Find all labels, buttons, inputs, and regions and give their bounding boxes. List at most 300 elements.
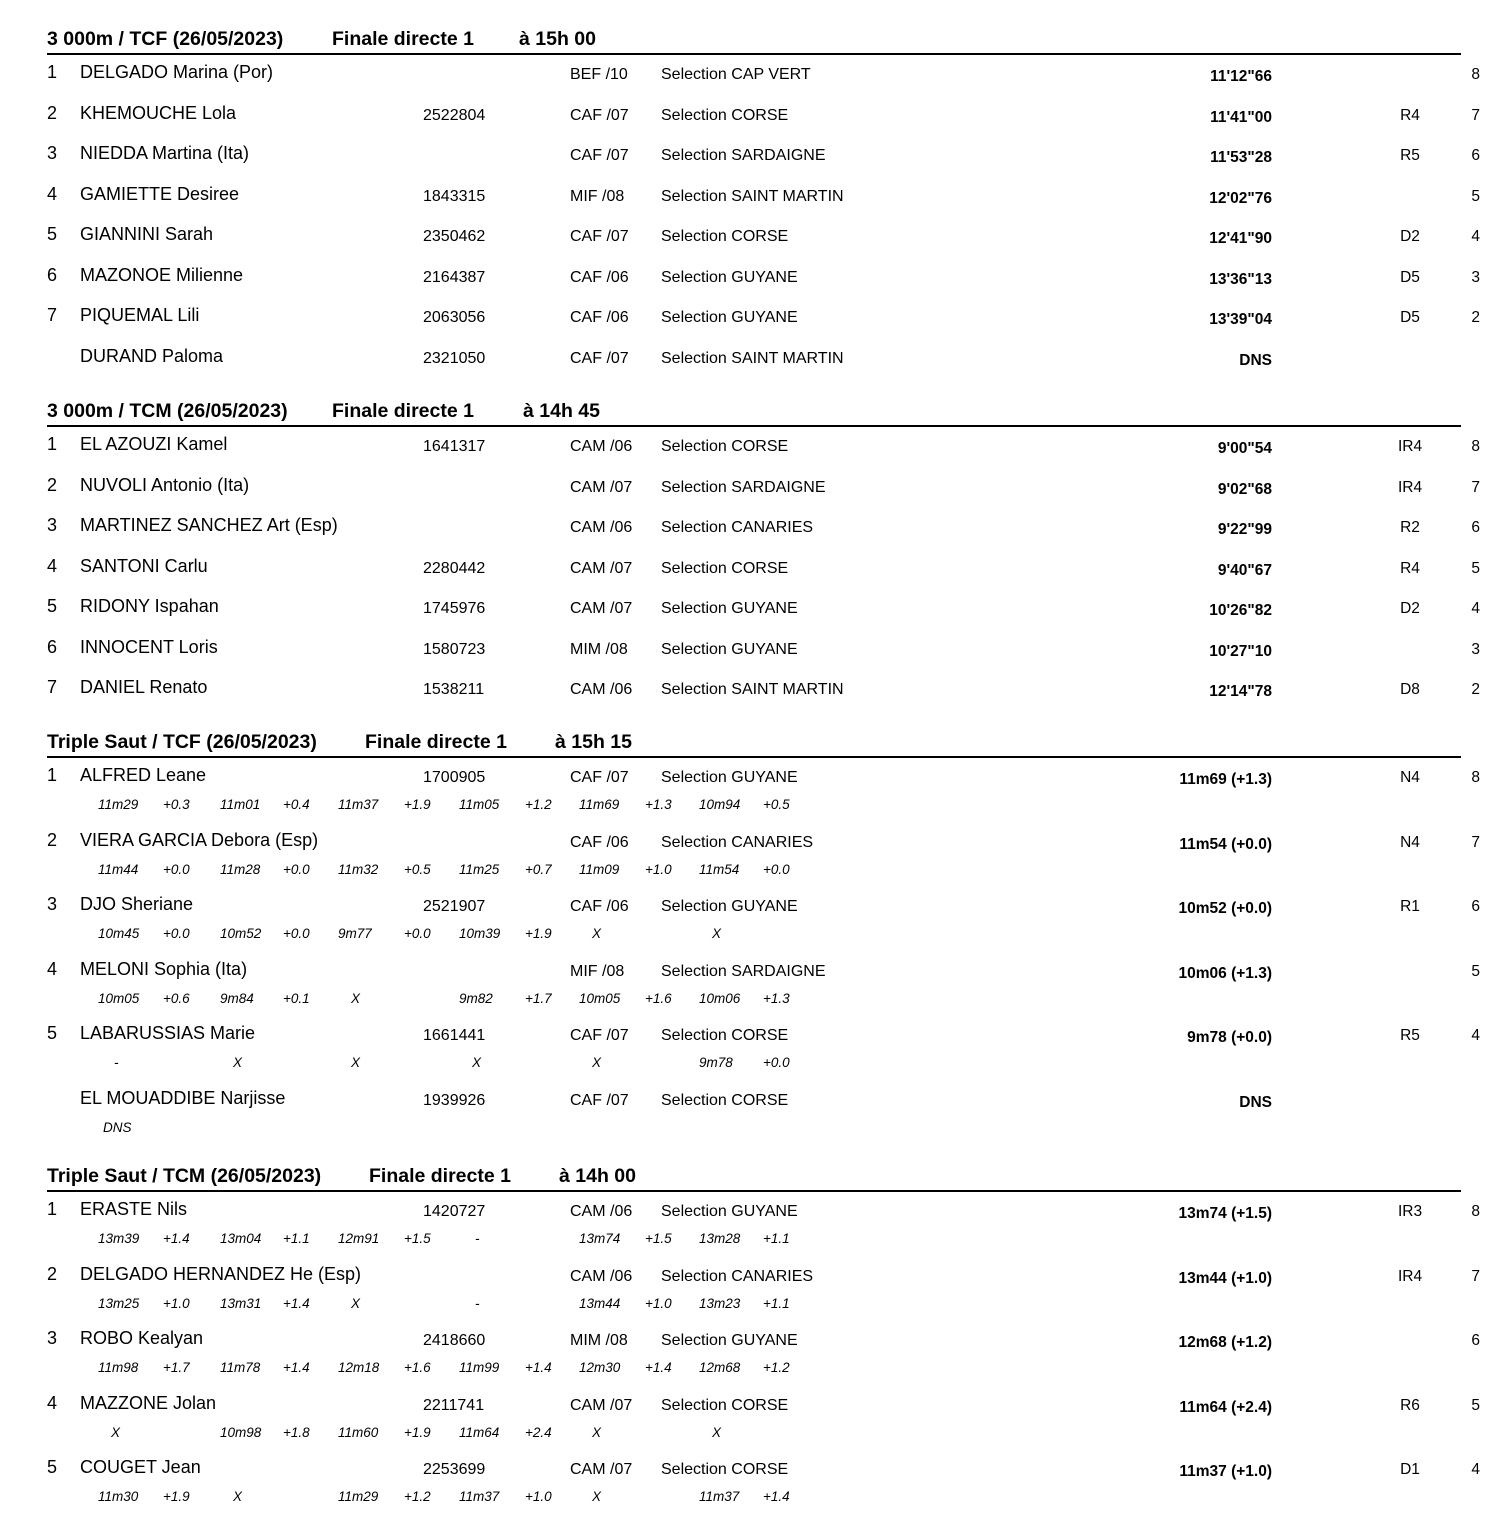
result-row bbox=[0, 1393, 1504, 1423]
points: 4 bbox=[1471, 1027, 1480, 1044]
attempts-row bbox=[0, 1119, 1504, 1139]
attempt-mark: 10m52 bbox=[220, 926, 262, 941]
club: Selection GUYANE bbox=[661, 1332, 798, 1349]
attempt-wind: +1.7 bbox=[163, 1360, 190, 1375]
start-time: à 14h 45 bbox=[523, 400, 600, 422]
points: 4 bbox=[1471, 228, 1480, 245]
attempt-mark: DNS bbox=[103, 1120, 132, 1135]
category: CAF /06 bbox=[570, 269, 629, 286]
event-name: 3 000m / TCF (26/05/2023) bbox=[47, 28, 284, 50]
attempt-mark: 11m37 bbox=[338, 797, 379, 812]
level: IR3 bbox=[1397, 1203, 1423, 1220]
performance: 11'53"28 bbox=[1210, 149, 1272, 166]
rank: 1 bbox=[47, 1199, 58, 1219]
attempt-wind: +0.0 bbox=[163, 862, 190, 877]
club: Selection GUYANE bbox=[661, 641, 798, 658]
license-number: 2280442 bbox=[423, 560, 486, 577]
attempt-wind: +1.0 bbox=[163, 1296, 190, 1311]
event-name: 3 000m / TCM (26/05/2023) bbox=[47, 400, 288, 422]
attempt-mark: X bbox=[351, 1055, 361, 1070]
club: Selection CORSE bbox=[661, 560, 789, 577]
attempt-wind: +0.0 bbox=[404, 926, 431, 941]
attempt-mark: 11m37 bbox=[459, 1489, 500, 1504]
club: Selection SARDAIGNE bbox=[661, 963, 826, 980]
attempt-mark: 11m25 bbox=[459, 862, 500, 877]
rank: 3 bbox=[47, 143, 58, 163]
rank: 7 bbox=[47, 677, 58, 697]
attempt-mark: 11m64 bbox=[459, 1425, 500, 1440]
attempt-mark: X bbox=[233, 1489, 243, 1504]
athlete-name: MAZONOE Milienne bbox=[80, 265, 244, 285]
athlete-name: MAZZONE Jolan bbox=[80, 1393, 217, 1413]
category: CAF /07 bbox=[570, 1027, 629, 1044]
attempt-mark: 13m44 bbox=[579, 1296, 621, 1311]
license-number: 1538211 bbox=[423, 681, 485, 698]
round-name: Finale directe 1 bbox=[365, 731, 507, 753]
performance: 12'14"78 bbox=[1209, 683, 1272, 700]
club: Selection SARDAIGNE bbox=[661, 147, 826, 164]
result-row bbox=[0, 677, 1504, 707]
category: CAF /07 bbox=[570, 228, 629, 245]
points: 4 bbox=[1471, 1461, 1480, 1478]
club: Selection CORSE bbox=[661, 1027, 789, 1044]
performance: 13'36"13 bbox=[1209, 271, 1272, 288]
attempt-wind: +0.6 bbox=[163, 991, 190, 1006]
result-row bbox=[0, 265, 1504, 295]
athlete-name: SANTONI Carlu bbox=[80, 556, 208, 576]
section-divider bbox=[47, 53, 1461, 55]
category: CAF /06 bbox=[570, 834, 629, 851]
attempts-row bbox=[0, 1054, 1504, 1074]
attempt-wind: +1.9 bbox=[404, 1425, 431, 1440]
attempt-mark: 13m25 bbox=[98, 1296, 140, 1311]
license-number: 2350462 bbox=[423, 228, 486, 245]
level: IR4 bbox=[1397, 438, 1423, 455]
license-number: 2063056 bbox=[423, 309, 486, 326]
attempt-mark: 11m69 bbox=[579, 797, 620, 812]
level: D1 bbox=[1400, 1461, 1420, 1478]
points: 8 bbox=[1471, 438, 1480, 455]
level: R5 bbox=[1400, 147, 1420, 164]
attempt-mark: 9m78 bbox=[699, 1055, 733, 1070]
rank: 4 bbox=[47, 556, 58, 576]
license-number: 2522804 bbox=[423, 107, 486, 124]
athlete-name: VIERA GARCIA Debora (Esp) bbox=[80, 830, 319, 850]
club: Selection GUYANE bbox=[661, 898, 798, 915]
category: BEF /10 bbox=[570, 66, 628, 83]
attempt-mark: 13m23 bbox=[699, 1296, 741, 1311]
attempt-mark: X bbox=[351, 1296, 361, 1311]
license-number: 2253699 bbox=[423, 1461, 486, 1478]
result-row bbox=[0, 959, 1504, 989]
attempt-mark: 10m94 bbox=[699, 797, 741, 812]
performance: 9'00"54 bbox=[1217, 440, 1272, 457]
attempt-wind: +1.2 bbox=[525, 797, 552, 812]
attempts-row bbox=[0, 861, 1504, 881]
attempt-wind: +1.4 bbox=[283, 1296, 310, 1311]
attempt-mark: X bbox=[712, 926, 722, 941]
performance: 10m06 (+1.3) bbox=[1178, 965, 1272, 982]
attempt-wind: +1.4 bbox=[525, 1360, 552, 1375]
club: Selection CORSE bbox=[661, 107, 789, 124]
performance: 12'41"90 bbox=[1209, 230, 1272, 247]
level: N4 bbox=[1400, 769, 1420, 786]
category: CAF /06 bbox=[570, 309, 629, 326]
athlete-name: NUVOLI Antonio (Ita) bbox=[80, 475, 250, 495]
result-row bbox=[0, 765, 1504, 795]
performance: 11'12"66 bbox=[1210, 68, 1272, 85]
category: CAM /06 bbox=[570, 438, 633, 455]
category: CAM /06 bbox=[570, 519, 633, 536]
license-number: 1745976 bbox=[423, 600, 486, 617]
points: 7 bbox=[1471, 834, 1480, 851]
rank: 7 bbox=[47, 305, 58, 325]
attempt-mark: 10m98 bbox=[220, 1425, 262, 1440]
section-divider bbox=[47, 756, 1461, 758]
attempt-wind: +1.0 bbox=[645, 862, 672, 877]
performance: 11m64 (+2.4) bbox=[1179, 1399, 1272, 1416]
result-row bbox=[0, 1264, 1504, 1294]
rank: 3 bbox=[47, 515, 58, 535]
round-name: Finale directe 1 bbox=[332, 400, 474, 422]
points: 8 bbox=[1471, 769, 1480, 786]
performance: 11'41"00 bbox=[1210, 109, 1272, 126]
club: Selection GUYANE bbox=[661, 769, 798, 786]
license-number: 1420727 bbox=[423, 1203, 486, 1220]
attempt-mark: 13m39 bbox=[98, 1231, 140, 1246]
points: 5 bbox=[1471, 560, 1480, 577]
club: Selection CORSE bbox=[661, 1092, 789, 1109]
club: Selection CORSE bbox=[661, 438, 789, 455]
round-name: Finale directe 1 bbox=[332, 28, 474, 50]
attempt-wind: +0.4 bbox=[283, 797, 310, 812]
performance: 9m78 (+0.0) bbox=[1187, 1029, 1272, 1046]
result-row bbox=[0, 184, 1504, 214]
attempt-mark: 11m28 bbox=[220, 862, 261, 877]
attempt-wind: +0.5 bbox=[404, 862, 431, 877]
attempts-row bbox=[0, 1488, 1504, 1508]
attempt-mark: X bbox=[592, 1489, 602, 1504]
rank: 3 bbox=[47, 894, 58, 914]
category: CAM /06 bbox=[570, 1203, 633, 1220]
points: 7 bbox=[1471, 479, 1480, 496]
attempts-row bbox=[0, 796, 1504, 816]
category: CAM /07 bbox=[570, 560, 633, 577]
points: 6 bbox=[1471, 898, 1480, 915]
category: CAF /07 bbox=[570, 147, 629, 164]
attempt-mark: 11m44 bbox=[98, 862, 139, 877]
start-time: à 14h 00 bbox=[559, 1165, 636, 1187]
attempt-mark: 10m06 bbox=[699, 991, 741, 1006]
attempt-wind: +0.0 bbox=[763, 1055, 790, 1070]
attempt-wind: +1.2 bbox=[404, 1489, 431, 1504]
points: 6 bbox=[1471, 147, 1480, 164]
attempt-mark: 10m45 bbox=[98, 926, 140, 941]
category: CAM /06 bbox=[570, 1268, 633, 1285]
category: CAF /06 bbox=[570, 898, 629, 915]
attempt-wind: +0.0 bbox=[283, 926, 310, 941]
attempt-mark: X bbox=[233, 1055, 243, 1070]
attempt-mark: 11m05 bbox=[459, 797, 500, 812]
result-row bbox=[0, 305, 1504, 335]
section-divider bbox=[47, 1190, 1461, 1192]
result-row bbox=[0, 224, 1504, 254]
attempt-wind: +1.3 bbox=[645, 797, 672, 812]
athlete-name: KHEMOUCHE Lola bbox=[80, 103, 237, 123]
category: MIM /08 bbox=[570, 641, 628, 658]
category: CAM /07 bbox=[570, 1461, 633, 1478]
start-time: à 15h 15 bbox=[555, 731, 632, 753]
attempts-row bbox=[0, 990, 1504, 1010]
athlete-name: MELONI Sophia (Ita) bbox=[80, 959, 248, 979]
result-row bbox=[0, 1328, 1504, 1358]
attempt-mark: 13m31 bbox=[220, 1296, 262, 1311]
level: R6 bbox=[1400, 1397, 1420, 1414]
performance: 12'02"76 bbox=[1209, 190, 1272, 207]
attempt-mark: 10m05 bbox=[98, 991, 140, 1006]
event-name: Triple Saut / TCM (26/05/2023) bbox=[47, 1165, 322, 1187]
attempt-mark: 11m99 bbox=[459, 1360, 500, 1375]
result-row bbox=[0, 830, 1504, 860]
result-row bbox=[0, 143, 1504, 173]
attempt-mark: 9m82 bbox=[459, 991, 493, 1006]
level: D5 bbox=[1400, 309, 1420, 326]
club: Selection GUYANE bbox=[661, 600, 798, 617]
performance: 10m52 (+0.0) bbox=[1178, 900, 1272, 917]
attempt-wind: +1.6 bbox=[645, 991, 672, 1006]
performance: DNS bbox=[1239, 1094, 1272, 1111]
rank: 5 bbox=[47, 1023, 58, 1043]
athlete-name: PIQUEMAL Lili bbox=[80, 305, 200, 325]
points: 3 bbox=[1471, 269, 1480, 286]
attempts-row bbox=[0, 1230, 1504, 1250]
attempt-mark: 12m18 bbox=[338, 1360, 380, 1375]
rank: 5 bbox=[47, 596, 58, 616]
performance: 11m37 (+1.0) bbox=[1179, 1463, 1272, 1480]
attempt-wind: +1.3 bbox=[763, 991, 790, 1006]
level: D2 bbox=[1400, 600, 1420, 617]
attempts-row bbox=[0, 1359, 1504, 1379]
attempt-wind: +0.0 bbox=[763, 862, 790, 877]
result-row bbox=[0, 434, 1504, 464]
license-number: 1641317 bbox=[423, 438, 486, 455]
points: 8 bbox=[1471, 66, 1480, 83]
athlete-name: DELGADO HERNANDEZ He (Esp) bbox=[80, 1264, 362, 1284]
club: Selection SAINT MARTIN bbox=[661, 350, 844, 367]
attempt-wind: +1.2 bbox=[763, 1360, 790, 1375]
athlete-name: EL MOUADDIBE Narjisse bbox=[80, 1088, 286, 1108]
attempt-wind: +1.4 bbox=[283, 1360, 310, 1375]
attempt-mark: 11m54 bbox=[699, 862, 740, 877]
athlete-name: DELGADO Marina (Por) bbox=[80, 62, 274, 82]
attempt-mark: 11m98 bbox=[98, 1360, 139, 1375]
club: Selection CANARIES bbox=[661, 834, 814, 851]
rank: 4 bbox=[47, 959, 58, 979]
performance: 9'02"68 bbox=[1217, 481, 1272, 498]
attempt-wind: +0.0 bbox=[163, 926, 190, 941]
attempt-wind: +1.1 bbox=[763, 1296, 790, 1311]
attempt-mark: X bbox=[712, 1425, 722, 1440]
points: 7 bbox=[1471, 107, 1480, 124]
attempt-wind: +1.4 bbox=[645, 1360, 672, 1375]
attempt-mark: X bbox=[592, 1055, 602, 1070]
level: R2 bbox=[1400, 519, 1420, 536]
attempt-mark: - bbox=[475, 1231, 480, 1246]
license-number: 1939926 bbox=[423, 1092, 486, 1109]
rank: 1 bbox=[47, 434, 58, 454]
rank: 5 bbox=[47, 1457, 58, 1477]
result-row bbox=[0, 894, 1504, 924]
athlete-name: INNOCENT Loris bbox=[80, 637, 218, 657]
club: Selection GUYANE bbox=[661, 309, 798, 326]
attempt-mark: 11m09 bbox=[579, 862, 620, 877]
attempt-wind: +1.9 bbox=[525, 926, 552, 941]
attempt-mark: 10m39 bbox=[459, 926, 501, 941]
attempt-mark: 11m29 bbox=[98, 797, 139, 812]
club: Selection CORSE bbox=[661, 228, 789, 245]
level: D8 bbox=[1400, 681, 1420, 698]
category: CAF /07 bbox=[570, 350, 629, 367]
attempt-wind: +1.7 bbox=[525, 991, 552, 1006]
performance: 9'22"99 bbox=[1217, 521, 1272, 538]
category: MIM /08 bbox=[570, 1332, 628, 1349]
points: 4 bbox=[1471, 600, 1480, 617]
license-number: 2418660 bbox=[423, 1332, 486, 1349]
attempt-mark: 10m05 bbox=[579, 991, 621, 1006]
athlete-name: COUGET Jean bbox=[80, 1457, 201, 1477]
attempt-mark: 11m37 bbox=[699, 1489, 740, 1504]
category: MIF /08 bbox=[570, 188, 625, 205]
license-number: 1700905 bbox=[423, 769, 486, 786]
attempt-wind: +1.6 bbox=[404, 1360, 431, 1375]
rank: 5 bbox=[47, 224, 58, 244]
attempt-wind: +1.4 bbox=[763, 1489, 790, 1504]
points: 3 bbox=[1471, 641, 1480, 658]
license-number: 1580723 bbox=[423, 641, 486, 658]
club: Selection CAP VERT bbox=[661, 66, 811, 83]
attempt-mark: 11m30 bbox=[98, 1489, 139, 1504]
attempt-mark: 11m32 bbox=[338, 862, 379, 877]
result-row bbox=[0, 1088, 1504, 1118]
level: IR4 bbox=[1397, 479, 1423, 496]
license-number: 2321050 bbox=[423, 350, 486, 367]
attempt-mark: - bbox=[114, 1055, 119, 1070]
performance: 10'26"82 bbox=[1209, 602, 1272, 619]
rank: 1 bbox=[47, 62, 58, 82]
level: R5 bbox=[1400, 1027, 1420, 1044]
points: 6 bbox=[1471, 519, 1480, 536]
attempt-mark: 12m30 bbox=[579, 1360, 621, 1375]
category: MIF /08 bbox=[570, 963, 625, 980]
license-number: 1843315 bbox=[423, 188, 486, 205]
rank: 2 bbox=[47, 1264, 58, 1284]
performance: 13m74 (+1.5) bbox=[1178, 1205, 1272, 1222]
athlete-name: ERASTE Nils bbox=[80, 1199, 188, 1219]
performance: 13'39"04 bbox=[1209, 311, 1272, 328]
athlete-name: ROBO Kealyan bbox=[80, 1328, 204, 1348]
attempt-mark: 11m01 bbox=[220, 797, 261, 812]
result-row bbox=[0, 637, 1504, 667]
attempt-mark: 9m77 bbox=[338, 926, 372, 941]
club: Selection GUYANE bbox=[661, 269, 798, 286]
rank: 2 bbox=[47, 830, 58, 850]
result-row bbox=[0, 62, 1504, 92]
attempt-mark: X bbox=[592, 926, 602, 941]
level: N4 bbox=[1400, 834, 1420, 851]
performance: 11m69 (+1.3) bbox=[1179, 771, 1272, 788]
performance: 11m54 (+0.0) bbox=[1179, 836, 1272, 853]
attempts-row bbox=[0, 1295, 1504, 1315]
attempt-mark: 13m04 bbox=[220, 1231, 262, 1246]
section-divider bbox=[47, 425, 1461, 427]
attempt-mark: 11m29 bbox=[338, 1489, 379, 1504]
attempt-mark: 11m78 bbox=[220, 1360, 261, 1375]
club: Selection CORSE bbox=[661, 1461, 789, 1478]
attempt-wind: +0.0 bbox=[283, 862, 310, 877]
level: D2 bbox=[1400, 228, 1420, 245]
rank: 2 bbox=[47, 103, 58, 123]
club: Selection SAINT MARTIN bbox=[661, 188, 844, 205]
rank: 1 bbox=[47, 765, 58, 785]
license-number: 2521907 bbox=[423, 898, 486, 915]
level: R4 bbox=[1400, 107, 1420, 124]
points: 5 bbox=[1471, 1397, 1480, 1414]
attempt-wind: +1.5 bbox=[404, 1231, 431, 1246]
attempt-mark: 12m68 bbox=[699, 1360, 741, 1375]
attempt-mark: 9m84 bbox=[220, 991, 254, 1006]
points: 8 bbox=[1471, 1203, 1480, 1220]
performance: 13m44 (+1.0) bbox=[1178, 1270, 1272, 1287]
attempt-mark: X bbox=[472, 1055, 482, 1070]
attempts-row bbox=[0, 1424, 1504, 1444]
attempt-wind: +0.1 bbox=[283, 991, 310, 1006]
attempt-wind: +1.9 bbox=[404, 797, 431, 812]
club: Selection CORSE bbox=[661, 1397, 789, 1414]
rank: 4 bbox=[47, 1393, 58, 1413]
club: Selection CANARIES bbox=[661, 1268, 814, 1285]
round-name: Finale directe 1 bbox=[369, 1165, 511, 1187]
category: CAM /07 bbox=[570, 479, 633, 496]
performance: 9'40"67 bbox=[1217, 562, 1272, 579]
start-time: à 15h 00 bbox=[519, 28, 596, 50]
club: Selection CANARIES bbox=[661, 519, 814, 536]
rank: 3 bbox=[47, 1328, 58, 1348]
athlete-name: GIANNINI Sarah bbox=[80, 224, 214, 244]
level: R4 bbox=[1400, 560, 1420, 577]
points: 2 bbox=[1471, 681, 1480, 698]
athlete-name: EL AZOUZI Kamel bbox=[80, 434, 228, 454]
category: CAM /06 bbox=[570, 681, 633, 698]
result-row bbox=[0, 1023, 1504, 1053]
result-row bbox=[0, 475, 1504, 505]
category: CAM /07 bbox=[570, 600, 633, 617]
points: 5 bbox=[1471, 963, 1480, 980]
attempt-wind: +1.1 bbox=[283, 1231, 310, 1246]
result-row bbox=[0, 556, 1504, 586]
license-number: 1661441 bbox=[423, 1027, 486, 1044]
level: IR4 bbox=[1397, 1268, 1423, 1285]
result-row bbox=[0, 1457, 1504, 1487]
license-number: 2164387 bbox=[423, 269, 486, 286]
attempt-wind: +1.9 bbox=[163, 1489, 190, 1504]
result-row bbox=[0, 1199, 1504, 1229]
attempt-mark: 13m74 bbox=[579, 1231, 621, 1246]
attempt-wind: +0.3 bbox=[163, 797, 190, 812]
attempt-wind: +1.0 bbox=[525, 1489, 552, 1504]
athlete-name: NIEDDA Martina (Ita) bbox=[80, 143, 250, 163]
attempt-wind: +2.4 bbox=[525, 1425, 552, 1440]
rank: 4 bbox=[47, 184, 58, 204]
